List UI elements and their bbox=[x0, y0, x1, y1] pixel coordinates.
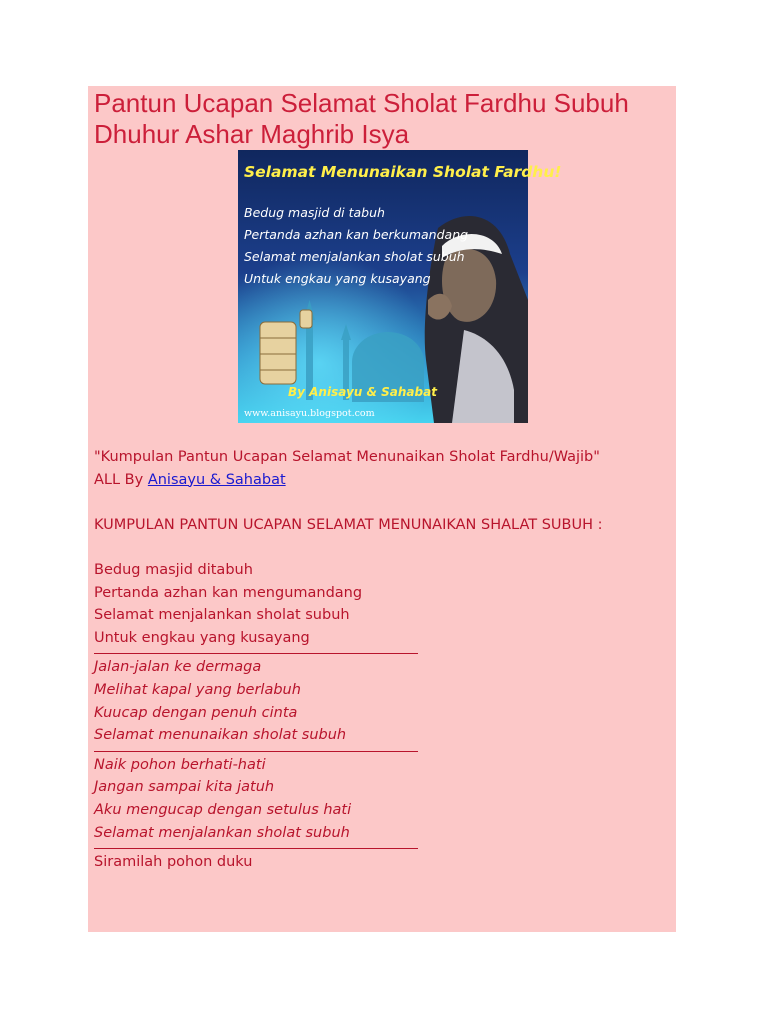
pantun-stanza bbox=[94, 559, 669, 649]
pantun-stanza bbox=[94, 754, 669, 844]
poster-signature: By Anisayu & Sahabat bbox=[288, 385, 437, 399]
poster-line: Bedug masjid di tabuh bbox=[244, 205, 385, 220]
poster-line: Selamat menjalankan sholat subuh bbox=[244, 249, 465, 264]
pantun-line: Melihat kapal yang berlabuh bbox=[94, 681, 301, 698]
pantun-line: Bedug masjid ditabuh bbox=[94, 561, 253, 578]
poster-line: Untuk engkau yang kusayang bbox=[244, 271, 431, 286]
pantun-line: Pertanda azhan kan mengumandang bbox=[94, 584, 363, 601]
pantun-line: Kuucap dengan penuh cinta bbox=[94, 704, 298, 721]
pantun-line: Jalan-jalan ke dermaga bbox=[94, 659, 262, 676]
poster-line: Pertanda azhan kan berkumandang bbox=[244, 227, 469, 242]
pantun-line: Untuk engkau yang kusayang bbox=[94, 629, 310, 646]
pantun-line: Selamat menjalankan sholat subuh bbox=[94, 607, 350, 624]
pantun-line: Selamat menunaikan sholat subuh bbox=[94, 727, 347, 744]
pantun-line: Jangan sampai kita jatuh bbox=[94, 779, 275, 796]
stanza-divider bbox=[94, 751, 418, 752]
section-heading: KUMPULAN PANTUN UCAPAN SELAMAT MENUNAIKAN SHALAT SUBUH : bbox=[94, 516, 603, 533]
poster-url: www.anisayu.blogspot.com bbox=[244, 408, 375, 419]
intro-attribution bbox=[94, 469, 669, 492]
stanza-divider bbox=[94, 653, 418, 654]
pantun-line: Siramilah pohon duku bbox=[94, 854, 253, 871]
poster-heading: Selamat Menunaikan Sholat Fardhu! bbox=[244, 163, 562, 181]
author-link[interactable]: Anisayu & Sahabat bbox=[147, 471, 286, 488]
pantun-stanza bbox=[94, 656, 669, 746]
pantun-stanza bbox=[94, 851, 669, 874]
document-page bbox=[88, 86, 676, 932]
intro-quote: "Kumpulan Pantun Ucapan Selamat Menunaikan Sholat Fardhu/Wajib" bbox=[94, 449, 600, 465]
document-body bbox=[94, 446, 669, 874]
page-title: Pantun Ucapan Selamat Sholat Fardhu Subuh Dhuhur Ashar Maghrib Isya bbox=[94, 88, 629, 149]
by-prefix: ALL By bbox=[94, 471, 144, 488]
pantun-line: Selamat menjalankan sholat subuh bbox=[94, 824, 350, 841]
stanza-divider bbox=[94, 848, 418, 849]
pantun-line: Naik pohon berhati-hati bbox=[94, 756, 266, 773]
pantun-poster-image bbox=[238, 150, 562, 423]
pantun-line: Aku mengucap dengan setulus hati bbox=[94, 801, 352, 818]
